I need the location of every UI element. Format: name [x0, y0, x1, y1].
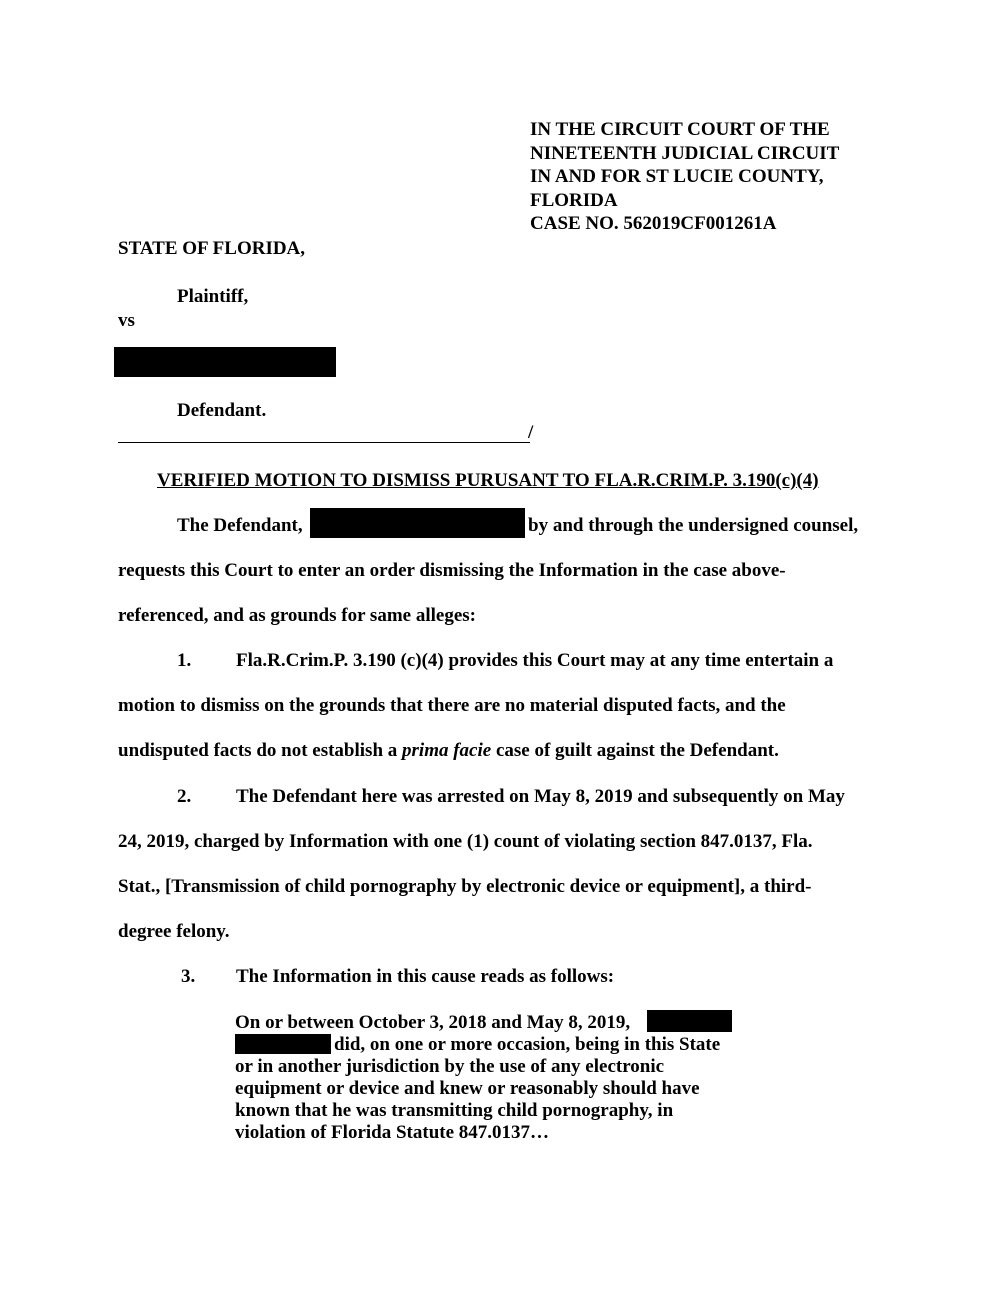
court-header-line: FLORIDA: [530, 189, 618, 211]
caption-separator: /: [528, 422, 534, 443]
para-1-line-1: Fla.R.Crim.P. 3.190 (c)(4) provides this Court may at any time entertain a: [236, 650, 834, 671]
para-2-line-3: Stat., [Transmission of child pornography by electronic device or equipment], a third-: [118, 876, 812, 897]
para-3-line-1: The Information in this cause reads as follows:: [236, 966, 615, 987]
para-1-line-3-start: undisputed facts do not establish a: [118, 740, 403, 761]
redacted-defendant-name: [235, 1034, 331, 1054]
redacted-defendant-name: [114, 347, 336, 377]
plaintiff-name: STATE OF FLORIDA,: [118, 238, 306, 259]
quote-line: On or between October 3, 2018 and May 8, 2019,: [235, 1012, 631, 1033]
intro-line-3: referenced, and as grounds for same alleges:: [118, 605, 476, 626]
quote-line: equipment or device and knew or reasonably should have: [235, 1078, 700, 1099]
case-number: CASE NO. 562019CF001261A: [530, 213, 777, 235]
court-header-line: IN AND FOR ST LUCIE COUNTY,: [530, 166, 824, 188]
quote-line: or in another jurisdiction by the use of any electronic: [235, 1056, 665, 1077]
intro-line-1-end: by and through the undersigned counsel,: [528, 515, 859, 536]
intro-line-1-start: The Defendant,: [177, 515, 303, 536]
quote-line: did, on one or more occasion, being in this State: [334, 1034, 721, 1055]
para-2-line-1: The Defendant here was arrested on May 8, 2019 and subsequently on May: [236, 786, 845, 807]
court-header-line: IN THE CIRCUIT COURT OF THE: [530, 119, 830, 140]
quote-line: violation of Florida Statute 847.0137…: [235, 1122, 550, 1143]
motion-title: VERIFIED MOTION TO DISMISS PURUSANT TO FLA.R.CRIM.P. 3.190(c)(4): [157, 470, 819, 491]
caption-rule: [118, 442, 530, 443]
court-header-line: NINETEENTH JUDICIAL CIRCUIT: [530, 142, 840, 164]
quote-line: known that he was transmitting child pornography, in: [235, 1100, 674, 1121]
para-1-line-3-end: case of guilt against the Defendant.: [491, 740, 779, 761]
intro-line-2: requests this Court to enter an order dismissing the Information in the case above-: [118, 560, 786, 581]
defendant-role: Defendant.: [177, 400, 267, 421]
para-2-number: 2.: [177, 786, 192, 807]
para-1-line-2: motion to dismiss on the grounds that there are no material disputed facts, and the: [118, 695, 786, 716]
redacted-defendant-name: [310, 508, 525, 538]
versus-label: vs: [118, 310, 135, 331]
court-header: [530, 118, 839, 236]
redacted-defendant-name: [647, 1010, 732, 1032]
plaintiff-role: Plaintiff,: [177, 286, 249, 307]
para-1-line-3-italic: prima facie: [402, 740, 492, 761]
para-3-number: 3.: [181, 966, 196, 987]
para-1-number: 1.: [177, 650, 192, 671]
para-2-line-4: degree felony.: [118, 921, 230, 942]
para-1-line-3: [118, 740, 779, 762]
para-2-line-2: 24, 2019, charged by Information with one (1) count of violating section 847.0137, Fla.: [118, 831, 813, 852]
